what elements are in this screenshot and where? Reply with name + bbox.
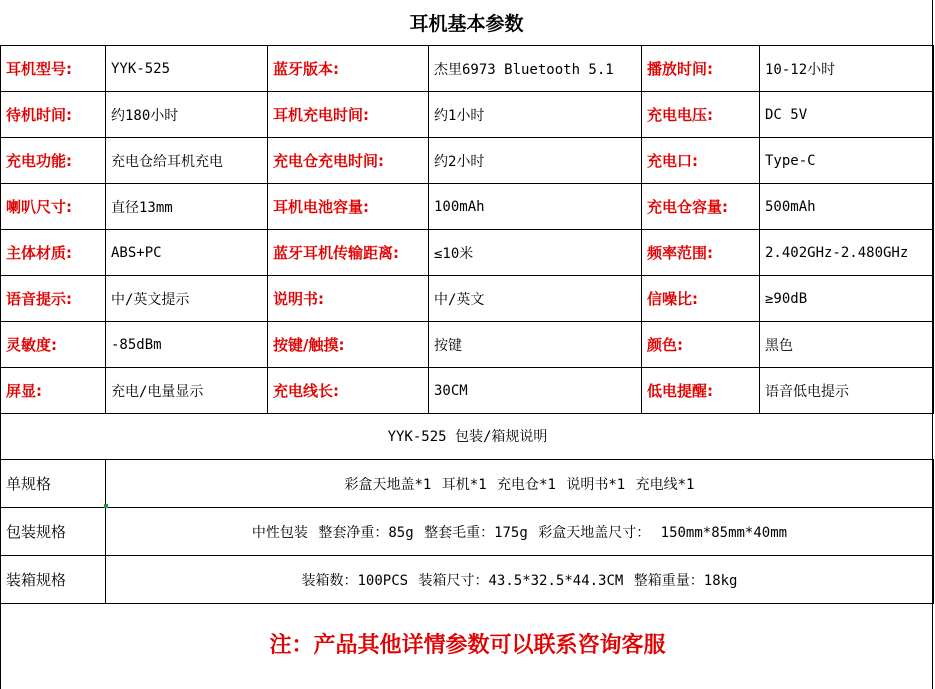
packaging-title: YYK-525 包装/箱规说明 <box>0 413 934 459</box>
spec-label: 充电线长: <box>268 368 429 414</box>
spec-value: 语音低电提示 <box>760 368 934 414</box>
spec-label: 蓝牙版本: <box>268 46 429 92</box>
spec-value: 100mAh <box>429 184 642 230</box>
cell-marker-icon <box>104 504 108 508</box>
table-row <box>1 556 934 604</box>
table-row <box>1 276 934 322</box>
table-row <box>1 508 934 556</box>
spec-label: 信噪比: <box>642 276 760 322</box>
spec-label: 喇叭尺寸: <box>1 184 106 230</box>
table-row <box>1 184 934 230</box>
spec-value: 中/英文提示 <box>106 276 268 322</box>
pack-row-value: 彩盒天地盖*1 耳机*1 充电仓*1 说明书*1 充电线*1 <box>106 460 934 508</box>
spec-value: 充电仓给耳机充电 <box>106 138 268 184</box>
spec-label: 按键/触摸: <box>268 322 429 368</box>
spec-value: 10-12小时 <box>760 46 934 92</box>
spec-label: 语音提示: <box>1 276 106 322</box>
spec-label: 频率范围: <box>642 230 760 276</box>
spec-label: 耳机型号: <box>1 46 106 92</box>
spec-label: 播放时间: <box>642 46 760 92</box>
spec-label: 颜色: <box>642 322 760 368</box>
spec-table <box>0 45 934 414</box>
spec-value: 直径13mm <box>106 184 268 230</box>
spec-label: 屏显: <box>1 368 106 414</box>
spec-label: 充电仓容量: <box>642 184 760 230</box>
sheet-title: 耳机基本参数 <box>409 13 524 35</box>
spec-value: 30CM <box>429 368 642 414</box>
spec-value: ≥90dB <box>760 276 934 322</box>
table-row <box>1 230 934 276</box>
right-border <box>932 0 933 689</box>
pack-row-label: 单规格 <box>1 460 106 508</box>
spec-value: 杰里6973 Bluetooth 5.1 <box>429 46 642 92</box>
spec-label: 低电提醒: <box>642 368 760 414</box>
spec-label: 灵敏度: <box>1 322 106 368</box>
spec-value: ≤10米 <box>429 230 642 276</box>
spec-label: 充电电压: <box>642 92 760 138</box>
spec-label: 蓝牙耳机传输距离: <box>268 230 429 276</box>
pack-row-label: 包装规格 <box>1 508 106 556</box>
spec-label: 充电口: <box>642 138 760 184</box>
spec-label: 耳机电池容量: <box>268 184 429 230</box>
spec-label: 耳机充电时间: <box>268 92 429 138</box>
spec-value: 按键 <box>429 322 642 368</box>
pack-row-value: 中性包装 整套净重：85g 整套毛重：175g 彩盒天地盖尺寸： 150mm*85mm*40mm <box>106 508 934 556</box>
spec-value: 充电/电量显示 <box>106 368 268 414</box>
spec-label: 说明书: <box>268 276 429 322</box>
spec-label: 充电功能: <box>1 138 106 184</box>
spec-value: Type-C <box>760 138 934 184</box>
spec-value: 500mAh <box>760 184 934 230</box>
spec-value: 约2小时 <box>429 138 642 184</box>
spec-value: 约180小时 <box>106 92 268 138</box>
spec-value: 约1小时 <box>429 92 642 138</box>
table-row <box>1 368 934 414</box>
spec-value: 中/英文 <box>429 276 642 322</box>
table-row <box>1 92 934 138</box>
spec-value: YYK-525 <box>106 46 268 92</box>
spec-value: 黑色 <box>760 322 934 368</box>
table-row <box>1 322 934 368</box>
spec-value: -85dBm <box>106 322 268 368</box>
spec-value: 2.402GHz-2.480GHz <box>760 230 934 276</box>
pack-row-value: 装箱数：100PCS 装箱尺寸：43.5*32.5*44.3CM 整箱重量：18kg <box>106 556 934 604</box>
packaging-table <box>0 459 934 604</box>
table-row <box>1 138 934 184</box>
spec-label: 主体材质: <box>1 230 106 276</box>
footer-note: 注：产品其他详情参数可以联系咨询客服 <box>0 598 934 689</box>
table-row <box>1 460 934 508</box>
table-row <box>1 46 934 92</box>
spec-value: ABS+PC <box>106 230 268 276</box>
pack-row-label: 装箱规格 <box>1 556 106 604</box>
spec-label: 待机时间: <box>1 92 106 138</box>
spec-label: 充电仓充电时间: <box>268 138 429 184</box>
spec-value: DC 5V <box>760 92 934 138</box>
